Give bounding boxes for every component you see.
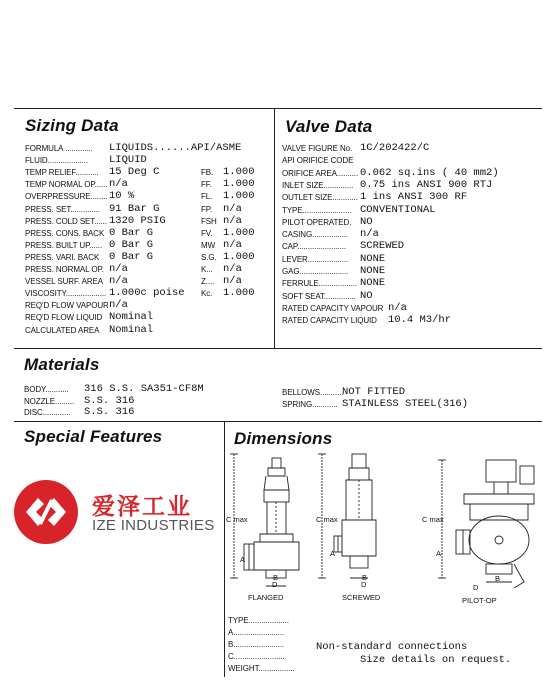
sizing-value: n/a [109, 178, 128, 191]
sizing-value: Nominal [109, 311, 154, 324]
valve-row [282, 314, 542, 326]
sizing-title: Sizing Data [25, 116, 119, 135]
dimension-type-row: WEIGHT................. [228, 664, 295, 673]
material-label: SPRING............ [282, 400, 338, 409]
material-value: 316 S.S. SA351-CF8M [84, 383, 204, 395]
flanged-b-label: B [273, 573, 279, 582]
valve-row [282, 228, 542, 240]
sizing-factor-key: FB. [201, 168, 214, 178]
pilot-cmax-label: C max [422, 515, 444, 524]
sizing-factor-value: 1.000 [223, 178, 255, 191]
material-label: BELLOWS........... [282, 388, 344, 397]
sizing-row [25, 227, 273, 239]
material-value: S.S. 316 [84, 406, 135, 418]
valve-row [282, 167, 542, 179]
valve-row [282, 302, 542, 314]
valve-value: n/a [360, 228, 379, 241]
sizing-factor-key: FSH [201, 216, 217, 226]
dimension-type-row: C........................ [228, 652, 285, 661]
material-row [24, 383, 274, 395]
sizing-label: TEMP NORMAL OP...... [25, 180, 108, 190]
sizing-factor-value: n/a [223, 263, 242, 275]
sizing-factor-key: FL. [201, 192, 213, 202]
dimensions-title: Dimensions [234, 429, 333, 448]
sizing-value: LIQUID [109, 154, 147, 167]
dimension-type-row: TYPE................... [228, 616, 289, 625]
sizing-label: REQ'D FLOW LIQUID [25, 313, 103, 323]
valve-value: NONE [360, 277, 386, 290]
material-row [24, 406, 274, 418]
note-non-standard: Non-standard connections [316, 641, 468, 653]
sizing-row [25, 190, 273, 202]
sizing-row [25, 287, 273, 299]
top-divider [274, 108, 275, 348]
sizing-row [25, 251, 273, 263]
screwed-caption: SCREWED [342, 593, 381, 602]
valve-label: PILOT OPERATED. [282, 217, 352, 227]
valve-title: Valve Data [285, 117, 373, 136]
sizing-factor-key: K... [201, 265, 213, 274]
sizing-label: PRESS. BUILT UP...... [25, 240, 103, 250]
flanged-cmax-label: C max [226, 515, 248, 524]
valve-label: API ORIFICE CODE [282, 156, 354, 166]
sizing-value: Nominal [109, 323, 154, 336]
materials-left [24, 383, 274, 423]
sizing-value: 10 % [109, 190, 135, 203]
sizing-row [25, 311, 273, 323]
sizing-factor-value: 1.000 [223, 250, 255, 263]
sizing-factor-key: FF. [201, 180, 212, 190]
sizing-row [25, 239, 273, 251]
sizing-label: PRESS. COLD SET...... [25, 216, 107, 226]
sizing-value: n/a [109, 299, 128, 312]
sizing-value: 91 Bar G [109, 202, 160, 215]
sizing-row [25, 166, 273, 178]
sizing-factor-key: FP. [201, 204, 213, 214]
sizing-value: 0 Bar G [109, 250, 154, 263]
note-size-details: Size details on request. [360, 654, 512, 666]
material-row [282, 398, 542, 410]
valve-row [282, 154, 542, 166]
screwed-b-label: B [362, 573, 368, 582]
valve-row [282, 142, 542, 154]
sizing-factor-key: FV. [201, 228, 213, 238]
sizing-row [25, 203, 273, 215]
valve-value: NO [360, 215, 373, 228]
material-row [24, 395, 274, 407]
valve-row [282, 277, 542, 289]
sizing-label: PRESS. CONS. BACK [25, 228, 105, 238]
sizing-factor-value: n/a [223, 214, 242, 227]
sizing-factor-value: n/a [223, 202, 242, 215]
sizing-factor-key: S.G. [201, 252, 217, 262]
valve-value: NONE [360, 265, 386, 277]
sizing-label: VISCOSITY................... [25, 289, 107, 299]
sizing-label: VESSEL SURF. AREA [25, 277, 104, 287]
valve-row [282, 253, 542, 265]
watermark-en: IZE INDUSTRIES [92, 517, 215, 534]
valve-value: 1 ins ANSI 300 RF [360, 191, 468, 204]
special-title: Special Features [24, 427, 163, 446]
valve-value: 1C/202422/C [360, 142, 430, 154]
valve-value: CONVENTIONAL [360, 203, 436, 216]
sizing-row [25, 324, 273, 336]
top-rule [14, 108, 542, 109]
sizing-value: 0 Bar G [109, 238, 154, 251]
sizing-value: 0 Bar G [109, 226, 154, 239]
material-value: NOT FITTED [342, 386, 406, 398]
material-row [282, 386, 542, 398]
sizing-value: LIQUIDS......API/ASME [109, 142, 242, 154]
sizing-factor-value: n/a [223, 238, 242, 251]
sizing-label: FORMULA ............. [25, 144, 93, 153]
valve-label: INLET SIZE.............. [282, 180, 354, 190]
dimension-type-list [228, 616, 318, 676]
valve-table [282, 142, 542, 332]
sizing-value: n/a [109, 275, 128, 288]
valve-label: OUTLET SIZE............ [282, 193, 358, 203]
sizing-label: REQ'D FLOW VAPOUR [25, 301, 109, 311]
valve-label: FERRULE.................. [282, 279, 357, 289]
watermark-cn: 爱泽工业 [92, 494, 192, 520]
sizing-label: PRESS. NORMAL OP. [25, 265, 104, 274]
sizing-row [25, 275, 273, 287]
valve-row [282, 240, 542, 252]
material-label: DISC............. [24, 408, 71, 417]
flanged-d-label: D [272, 580, 278, 589]
sizing-label: PRESS. SET.............. [25, 204, 100, 214]
valve-label: SOFT SEAT............... [282, 291, 356, 301]
valve-label: LEVER................... [282, 254, 349, 264]
sizing-factor-value: n/a [223, 275, 242, 288]
valve-label: RATED CAPACITY VAPOUR [282, 303, 384, 313]
material-label: NOZZLE......... [24, 396, 75, 406]
screwed-cmax-label: C max [316, 515, 338, 524]
valve-row [282, 179, 542, 191]
valve-value: SCREWED [360, 240, 405, 253]
sizing-factor-value: 1.000 [223, 190, 255, 203]
sizing-factor-key: Kc. [201, 289, 213, 299]
valve-row [282, 204, 542, 216]
screwed-d-label: D [361, 580, 367, 589]
sizing-label: PRESS. VARI. BACK [25, 252, 100, 262]
flanged-caption: FLANGED [248, 593, 284, 602]
sizing-label: FLUID................... [25, 156, 88, 166]
pilot-b-label: B [495, 574, 501, 583]
valve-value: n/a [388, 301, 407, 314]
pilot-valve-drawing [438, 460, 534, 588]
sizing-row [25, 299, 273, 311]
sizing-value: 1320 PSIG [109, 214, 166, 227]
valve-label: VALVE FIGURE No. [282, 144, 353, 153]
sizing-row [25, 154, 273, 166]
valve-label: GAG....................... [282, 267, 349, 276]
sizing-row [25, 263, 273, 275]
dimension-type-row: A........................ [228, 628, 285, 637]
sizing-label: TEMP RELIEF........... [25, 168, 99, 178]
material-value: S.S. 316 [84, 394, 135, 407]
sizing-factor-key: Z.... [201, 277, 215, 287]
sizing-factor-value: 1.000 [223, 287, 255, 300]
valve-value: 0.062 sq.ins ( 40 mm2) [360, 166, 499, 179]
sizing-row [25, 215, 273, 227]
pilot-d-label: D [473, 583, 479, 592]
sizing-value: 1.000c poise [109, 287, 185, 300]
sizing-value: n/a [109, 263, 128, 275]
valve-value: NO [360, 289, 373, 302]
sizing-value: 15 Deg C [109, 166, 160, 179]
valve-row [282, 265, 542, 277]
valve-label: TYPE....................... [282, 205, 352, 215]
valve-value: 0.75 ins ANSI 900 RTJ [360, 178, 493, 191]
valve-row [282, 216, 542, 228]
valve-row [282, 191, 542, 203]
materials-right [282, 386, 542, 416]
pilot-a-label: A [436, 549, 442, 558]
materials-rule [14, 348, 542, 349]
flanged-a-label: A [240, 555, 246, 564]
materials-title: Materials [24, 355, 100, 374]
sizing-row [25, 142, 273, 154]
ize-logo-icon [12, 478, 80, 546]
material-label: BODY........... [24, 385, 69, 394]
valve-row [282, 290, 542, 302]
sizing-label: CALCULATED AREA [25, 325, 100, 335]
pilot-caption: PILOT-OP [462, 596, 497, 605]
material-value: STAINLESS STEEL(316) [342, 398, 469, 410]
valve-label: CAP....................... [282, 242, 346, 252]
valve-label: RATED CAPACITY LIQUID [282, 316, 377, 326]
valve-value: 10.4 M3/hr [388, 314, 452, 327]
sizing-factor-value: 1.000 [223, 166, 255, 179]
valve-label: ORIFICE AREA.......... [282, 168, 359, 178]
valve-value: NONE [360, 252, 386, 265]
screwed-a-label: A [330, 549, 336, 558]
valve-label: CASING................. [282, 230, 349, 240]
dimension-type-row: B........................ [228, 640, 285, 649]
sizing-factor-key: MW [201, 240, 216, 250]
sizing-row [25, 178, 273, 190]
sizing-table [25, 142, 273, 338]
sizing-label: OVERPRESSURE........ [25, 192, 108, 202]
sizing-factor-value: 1.000 [223, 226, 255, 239]
